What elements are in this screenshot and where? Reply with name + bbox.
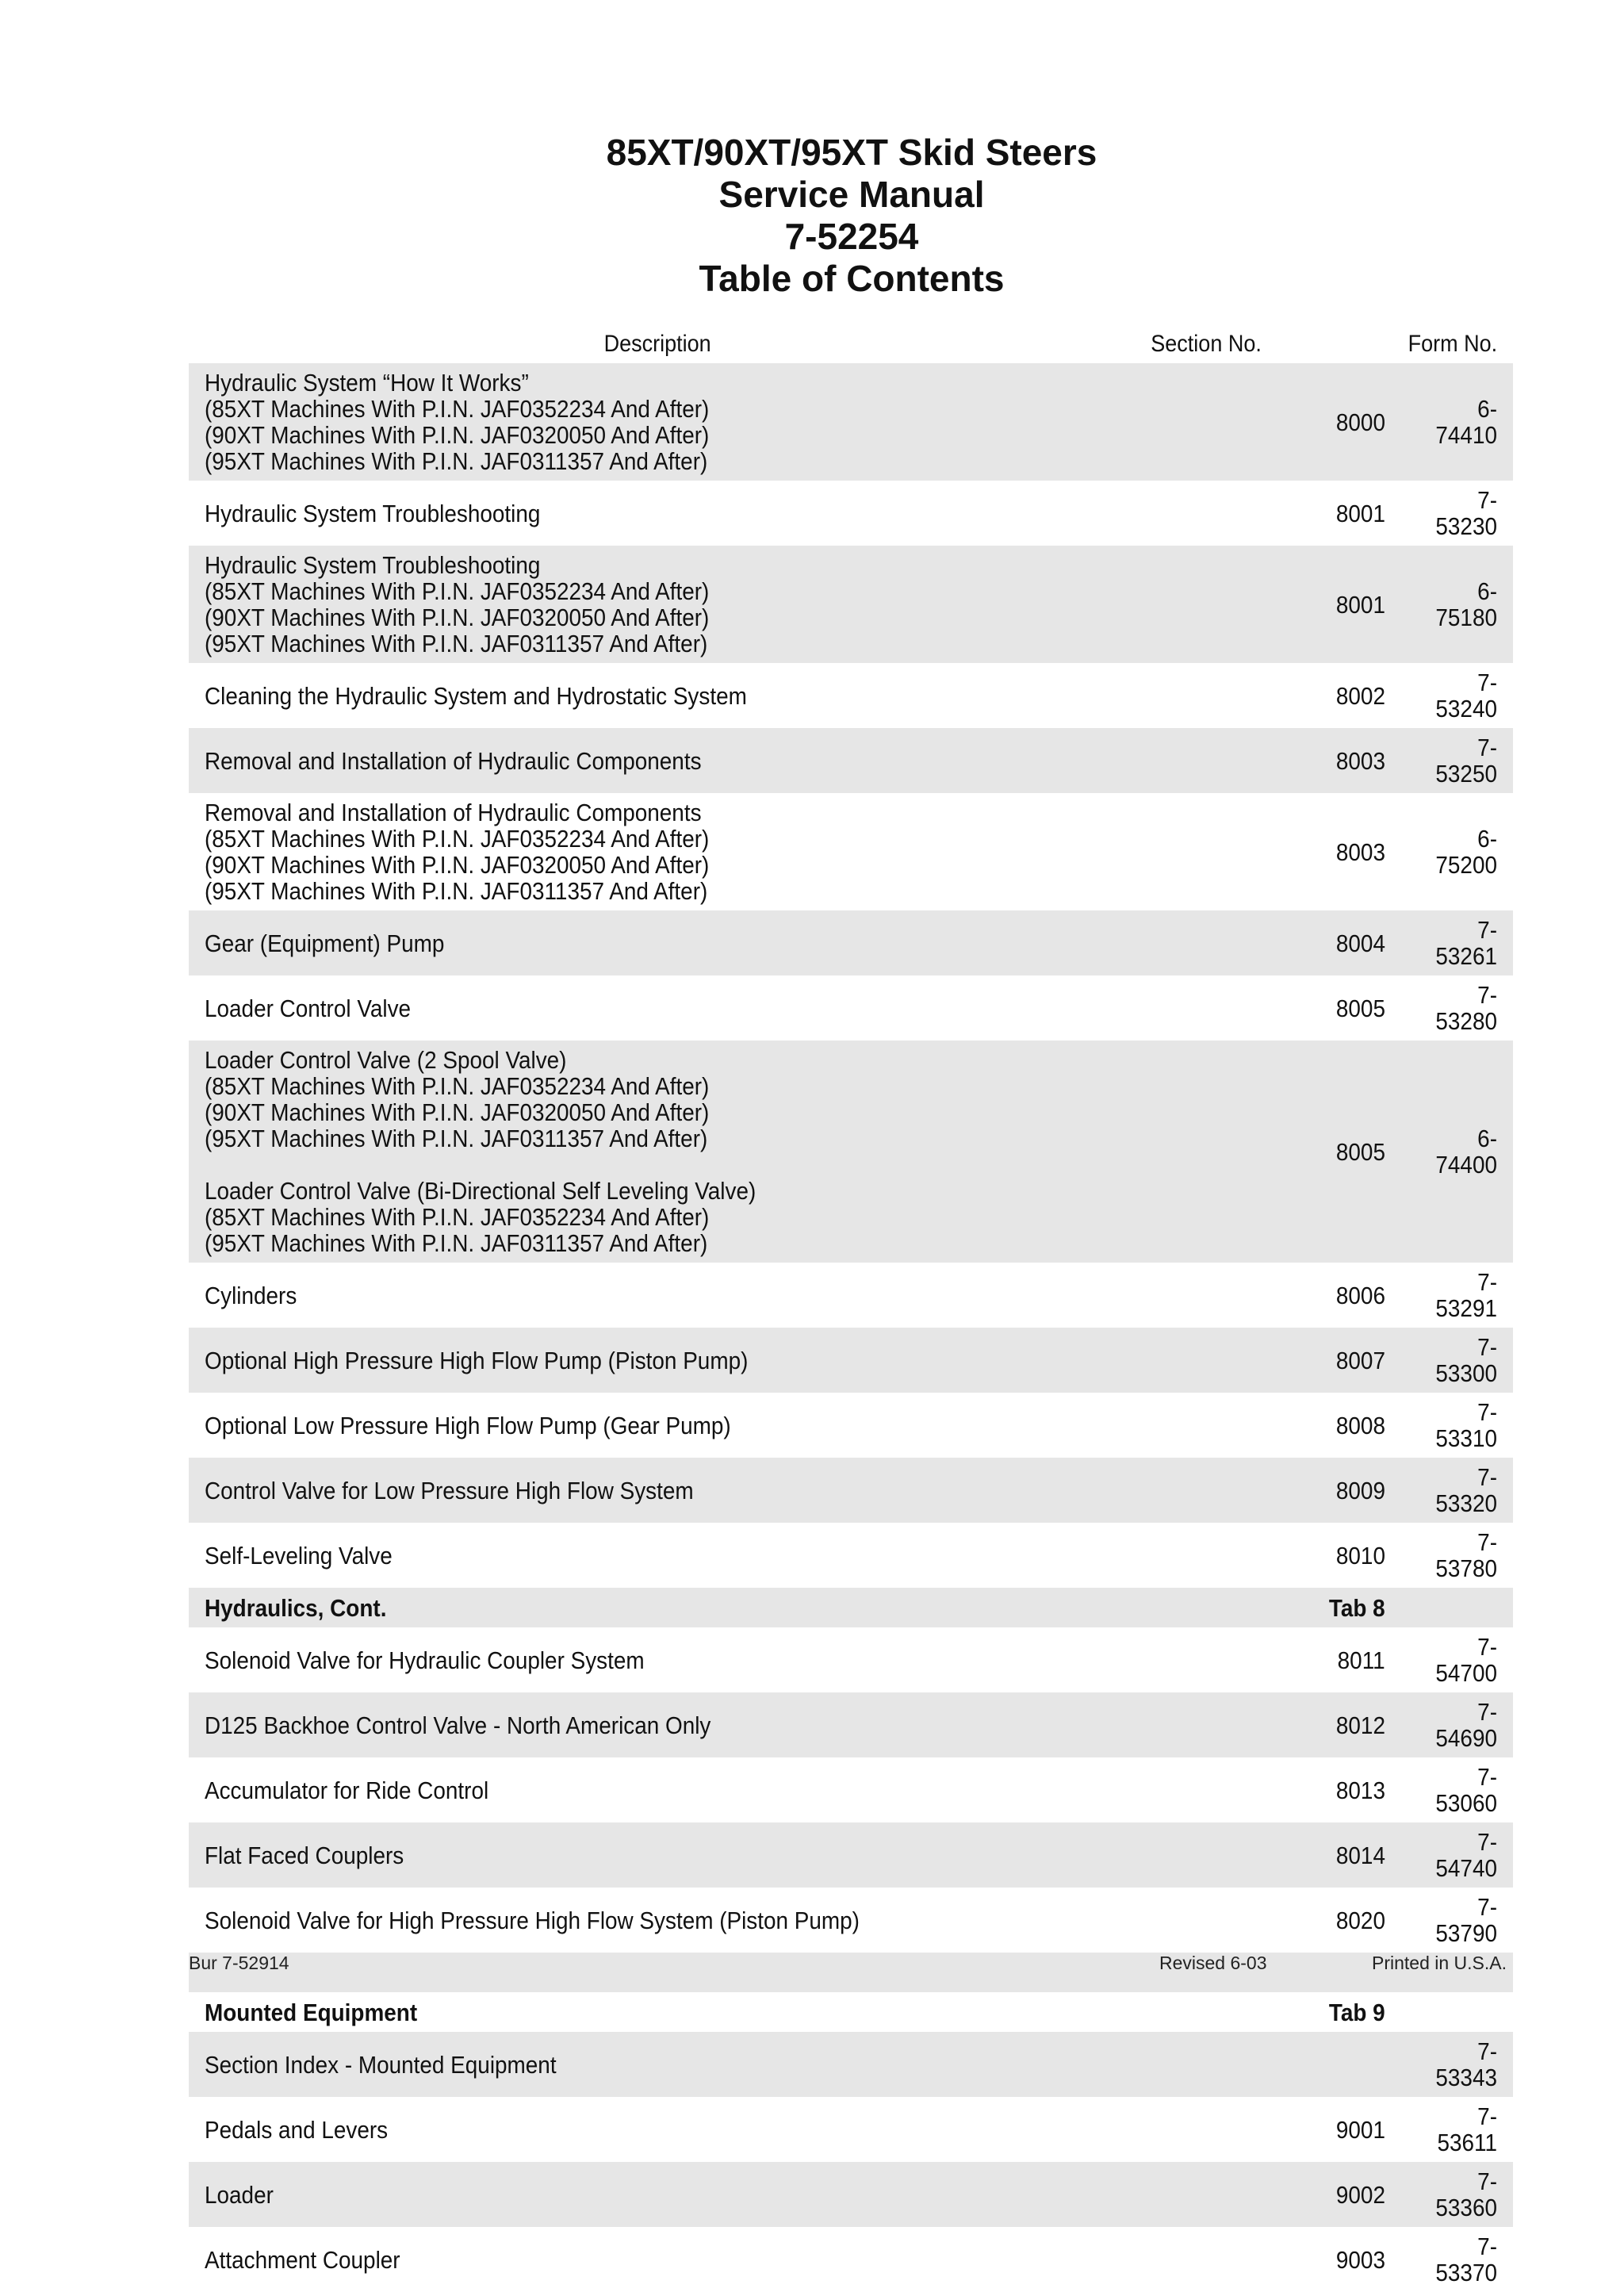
row-description-text: (90XT Machines With P.I.N. JAF0320050 And After) — [205, 421, 710, 449]
row-form-text: 6-74410 — [1435, 395, 1497, 449]
row-description-line — [205, 370, 1275, 396]
row-description-text: Hydraulic System “How It Works” — [205, 369, 529, 397]
row-section-no — [1232, 748, 1423, 774]
row-description-text: Accumulator for Ride Control — [205, 1776, 489, 1804]
row-section-no — [1232, 2052, 1423, 2078]
row-description-line — [205, 799, 1275, 826]
row-description — [189, 1999, 1275, 2026]
row-form-no — [1423, 1125, 1513, 1178]
row-section-text: 9003 — [1335, 2245, 1385, 2274]
footer-printed: Printed in U.S.A. — [1372, 1953, 1507, 1973]
row-description-line — [205, 995, 1275, 1021]
table-row — [189, 1992, 1513, 2032]
row-form-no — [1423, 2168, 1513, 2221]
row-description-text: Mounted Equipment — [205, 1998, 418, 2026]
title-block — [0, 132, 1624, 300]
row-description-line — [205, 396, 1275, 422]
row-description — [189, 500, 1275, 527]
row-description-line — [205, 1999, 1275, 2026]
row-section-text: 8014 — [1335, 1841, 1385, 1869]
row-form-no — [1423, 1999, 1513, 2026]
table-row — [189, 546, 1513, 663]
row-form-no — [1423, 669, 1513, 722]
row-form-no — [1423, 2038, 1513, 2091]
row-form-text: 7-53060 — [1435, 1763, 1497, 1817]
row-description — [189, 1047, 1275, 1256]
row-description-line — [205, 552, 1275, 578]
row-description-text: (90XT Machines With P.I.N. JAF0320050 And After) — [205, 1098, 710, 1126]
row-form-text: 7-53343 — [1435, 2037, 1497, 2091]
row-form-text: 7-53780 — [1435, 1528, 1497, 1582]
row-description-line — [205, 1099, 1275, 1125]
row-description-text: Solenoid Valve for High Pressure High Flow System (Piston Pump) — [205, 1906, 860, 1934]
row-form-no — [1423, 2233, 1513, 2286]
row-form-text: 7-53250 — [1435, 734, 1497, 788]
row-form-text: 7-53360 — [1435, 2167, 1497, 2221]
row-form-no — [1423, 1269, 1513, 1321]
row-section-no — [1232, 839, 1423, 865]
table-row — [189, 793, 1513, 910]
row-section-no — [1232, 1999, 1423, 2026]
row-description-text: Solenoid Valve for Hydraulic Coupler System — [205, 1646, 645, 1674]
table-row — [189, 1757, 1513, 1822]
row-section-text: Tab 8 — [1329, 1593, 1385, 1622]
row-description-text: Control Valve for Low Pressure High Flow System — [205, 1476, 694, 1504]
row-section-no — [1232, 1777, 1423, 1803]
header-section-no: Section No. — [1151, 331, 1262, 357]
table-row — [189, 1041, 1513, 1263]
row-form-text: 6-75180 — [1435, 577, 1497, 631]
row-section-no — [1232, 1478, 1423, 1504]
row-description-text: Flat Faced Couplers — [205, 1841, 404, 1869]
row-description-text: (85XT Machines With P.I.N. JAF0352234 And After) — [205, 395, 710, 423]
row-description-line — [205, 2247, 1275, 2273]
row-form-text: 7-53320 — [1435, 1463, 1497, 1517]
row-description-text: Optional Low Pressure High Flow Pump (Gear Pump) — [205, 1411, 731, 1439]
row-description-text: Loader Control Valve (Bi-Directional Self Leveling Valve) — [205, 1177, 756, 1205]
row-description-line — [205, 1712, 1275, 1738]
row-section-no — [1232, 1543, 1423, 1569]
row-description-line — [205, 1647, 1275, 1673]
row-form-no — [1423, 1399, 1513, 1451]
row-description-line — [205, 748, 1275, 774]
row-description-text: (95XT Machines With P.I.N. JAF0311357 And After) — [205, 1229, 708, 1257]
row-section-text: 8009 — [1335, 1476, 1385, 1504]
table-row — [189, 1588, 1513, 1627]
footer-revision: Revised 6-03 — [1159, 1953, 1267, 1973]
row-form-no — [1423, 826, 1513, 878]
row-description-line — [205, 1595, 1275, 1621]
row-description-text: Cylinders — [205, 1281, 297, 1309]
row-section-text: 8005 — [1335, 1137, 1385, 1166]
table-header — [189, 325, 1513, 363]
row-description-text: Hydraulic System Troubleshooting — [205, 499, 541, 527]
row-section-no — [1232, 1347, 1423, 1374]
row-description-line — [205, 1204, 1275, 1230]
header-form-no: Form No. — [1408, 331, 1498, 357]
row-description-line — [205, 1073, 1275, 1099]
table-row — [189, 1953, 1513, 1992]
table-of-contents — [189, 325, 1513, 2292]
row-form-no — [1423, 734, 1513, 787]
table-row — [189, 481, 1513, 546]
row-description-text: (85XT Machines With P.I.N. JAF0352234 And After) — [205, 825, 710, 853]
table-row — [189, 1627, 1513, 1692]
row-description — [189, 2182, 1275, 2208]
table-row — [189, 1523, 1513, 1588]
row-section-no — [1232, 592, 1423, 618]
row-form-text: 7-53280 — [1435, 981, 1497, 1035]
table-row — [189, 1822, 1513, 1888]
row-section-text: 8001 — [1335, 499, 1385, 527]
row-description-line — [205, 448, 1275, 474]
row-form-no — [1423, 1464, 1513, 1516]
row-description-line — [205, 422, 1275, 448]
row-description-line — [205, 1230, 1275, 1256]
row-description-line — [205, 1478, 1275, 1504]
row-section-no — [1232, 2247, 1423, 2273]
row-section-text: 8011 — [1337, 1646, 1385, 1674]
row-description — [189, 748, 1275, 774]
row-section-text: 8001 — [1335, 590, 1385, 619]
table-row — [189, 728, 1513, 793]
row-description-text: (95XT Machines With P.I.N. JAF0311357 And After) — [205, 630, 708, 657]
row-description-text: (95XT Machines With P.I.N. JAF0311357 And After) — [205, 447, 708, 475]
row-form-no — [1423, 1894, 1513, 1946]
row-section-no — [1232, 2117, 1423, 2143]
row-description-line — [205, 1777, 1275, 1803]
table-row — [189, 363, 1513, 481]
row-description-text: Pedals and Levers — [205, 2115, 389, 2144]
row-description-text: Self-Leveling Valve — [205, 1541, 393, 1570]
row-description — [189, 1647, 1275, 1673]
row-description-gap — [205, 1960, 1275, 1986]
row-section-no — [1232, 1595, 1423, 1621]
row-section-text: 8008 — [1335, 1411, 1385, 1439]
table-row — [189, 910, 1513, 975]
row-description-line — [205, 930, 1275, 956]
table-row — [189, 1458, 1513, 1523]
row-form-text: 6-74400 — [1435, 1125, 1497, 1179]
table-row — [189, 2162, 1513, 2227]
row-form-no — [1423, 1634, 1513, 1686]
row-form-no — [1423, 578, 1513, 630]
row-description-line — [205, 630, 1275, 657]
table-row — [189, 663, 1513, 728]
row-description-text: (85XT Machines With P.I.N. JAF0352234 And After) — [205, 1203, 710, 1231]
row-description-line — [205, 878, 1275, 904]
row-description-text: (90XT Machines With P.I.N. JAF0320050 And After) — [205, 604, 710, 631]
row-section-text: Tab 9 — [1329, 1998, 1385, 2026]
row-description-text: (95XT Machines With P.I.N. JAF0311357 And After) — [205, 877, 708, 905]
row-form-text: 7-53300 — [1435, 1333, 1497, 1387]
row-description — [189, 552, 1275, 657]
row-description-text: (85XT Machines With P.I.N. JAF0352234 And After) — [205, 1072, 710, 1100]
row-section-no — [1232, 995, 1423, 1021]
table-row — [189, 1393, 1513, 1458]
row-description-line — [205, 1047, 1275, 1073]
row-description-line — [205, 1282, 1275, 1309]
row-section-text: 8003 — [1335, 746, 1385, 775]
row-description-line — [205, 500, 1275, 527]
row-description-gap — [205, 1152, 1275, 1178]
row-description — [189, 370, 1275, 474]
header-description: Description — [603, 331, 711, 357]
row-description — [189, 2052, 1275, 2078]
row-description-line — [205, 826, 1275, 852]
row-description — [189, 1712, 1275, 1738]
row-description — [189, 930, 1275, 956]
row-form-text: 7-53310 — [1435, 1398, 1497, 1452]
row-description — [189, 1543, 1275, 1569]
row-form-no — [1423, 1529, 1513, 1581]
row-description-text: (95XT Machines With P.I.N. JAF0311357 And After) — [205, 1125, 708, 1152]
row-form-no — [1423, 1595, 1513, 1621]
row-description — [189, 1412, 1275, 1439]
row-form-text: 7-54740 — [1435, 1828, 1497, 1882]
row-form-text: 7-54690 — [1435, 1698, 1497, 1752]
row-description — [189, 1595, 1275, 1621]
row-description-line — [205, 1347, 1275, 1374]
row-form-text: 7-53240 — [1435, 669, 1497, 722]
row-description — [189, 2247, 1275, 2273]
row-section-text: 8012 — [1335, 1711, 1385, 1739]
row-description-text: Loader Control Valve (2 Spool Valve) — [205, 1046, 567, 1074]
row-description-text: Cleaning the Hydraulic System and Hydrostatic System — [205, 681, 747, 710]
row-section-no — [1232, 930, 1423, 956]
row-section-text: 9001 — [1335, 2115, 1385, 2144]
row-form-text: 7-54700 — [1435, 1633, 1497, 1687]
row-description-text: Optional High Pressure High Flow Pump (Piston Pump) — [205, 1346, 749, 1374]
row-description — [189, 1907, 1275, 1934]
row-section-no — [1232, 1412, 1423, 1439]
page-title-line-4: Table of Contents — [699, 258, 1005, 299]
row-form-no — [1423, 396, 1513, 448]
row-section-text: 8007 — [1335, 1346, 1385, 1374]
row-description — [189, 2117, 1275, 2143]
row-description-line — [205, 852, 1275, 878]
row-form-no — [1423, 1334, 1513, 1386]
row-form-no — [1423, 917, 1513, 969]
row-form-text: 7-53611 — [1437, 2102, 1497, 2156]
row-form-no — [1423, 1699, 1513, 1751]
table-row — [189, 1692, 1513, 1757]
row-description-text: Loader Control Valve — [205, 994, 412, 1022]
row-description-line — [205, 2117, 1275, 2143]
page-title-line-1: 85XT/90XT/95XT Skid Steers — [606, 132, 1097, 173]
row-description-line — [205, 2052, 1275, 2078]
row-description-line — [205, 1125, 1275, 1152]
row-description — [189, 1960, 1275, 1986]
row-form-text: 7-53370 — [1435, 2233, 1497, 2286]
table-row — [189, 2097, 1513, 2162]
row-description-line — [205, 2182, 1275, 2208]
row-description-line — [205, 1178, 1275, 1204]
row-description-text: (85XT Machines With P.I.N. JAF0352234 And After) — [205, 577, 710, 605]
row-description-line — [205, 1907, 1275, 1934]
row-section-text: 8006 — [1335, 1281, 1385, 1309]
row-description-line — [205, 1842, 1275, 1868]
table-row — [189, 1888, 1513, 1953]
row-description — [189, 995, 1275, 1021]
row-description-text: Section Index - Mounted Equipment — [205, 2050, 557, 2079]
table-row — [189, 2227, 1513, 2292]
row-section-no — [1232, 2182, 1423, 2208]
row-form-text: 7-53291 — [1435, 1268, 1497, 1322]
row-description-line — [205, 604, 1275, 630]
table-row — [189, 975, 1513, 1041]
row-section-no — [1232, 1282, 1423, 1309]
page-title-line-3: 7-52254 — [784, 216, 919, 257]
row-description-text: Gear (Equipment) Pump — [205, 929, 445, 957]
table-row — [189, 1263, 1513, 1328]
row-section-text: 8000 — [1335, 408, 1385, 436]
row-form-text: 7-53790 — [1435, 1893, 1497, 1947]
row-description-text: Attachment Coupler — [205, 2245, 400, 2274]
row-section-no — [1232, 409, 1423, 435]
row-form-no — [1423, 487, 1513, 539]
row-description-text: Loader — [205, 2180, 274, 2209]
row-section-no — [1232, 1842, 1423, 1868]
row-description-text: Removal and Installation of Hydraulic Components — [205, 799, 702, 826]
row-description-text: Hydraulics, Cont. — [205, 1593, 387, 1622]
row-section-no — [1232, 500, 1423, 527]
row-section-no — [1232, 1647, 1423, 1673]
row-description — [189, 1777, 1275, 1803]
row-section-text: 8010 — [1335, 1541, 1385, 1570]
row-description-line — [205, 578, 1275, 604]
row-description-line — [205, 1412, 1275, 1439]
row-description — [189, 1282, 1275, 1309]
row-description-text: Hydraulic System Troubleshooting — [205, 551, 541, 579]
row-section-no — [1232, 1712, 1423, 1738]
row-section-text: 8002 — [1335, 681, 1385, 710]
row-description-line — [205, 1543, 1275, 1569]
row-description — [189, 1478, 1275, 1504]
row-description-text: Removal and Installation of Hydraulic Components — [205, 746, 702, 775]
row-description-text: D125 Backhoe Control Valve - North American Only — [205, 1711, 711, 1739]
row-form-no — [1423, 1764, 1513, 1816]
row-section-text: 8020 — [1335, 1906, 1385, 1934]
row-description — [189, 683, 1275, 709]
row-description-line — [205, 683, 1275, 709]
row-form-text: 6-75200 — [1435, 825, 1497, 879]
row-form-no — [1423, 2103, 1513, 2156]
row-description — [189, 1347, 1275, 1374]
row-form-text: 7-53261 — [1435, 916, 1497, 970]
row-section-text: 9002 — [1335, 2180, 1385, 2209]
table-body — [189, 363, 1513, 2292]
row-form-no — [1423, 1829, 1513, 1881]
row-section-text: 8013 — [1335, 1776, 1385, 1804]
row-section-text: 8005 — [1335, 994, 1385, 1022]
table-row — [189, 1328, 1513, 1393]
row-description-text: (90XT Machines With P.I.N. JAF0320050 And After) — [205, 851, 710, 879]
row-section-text: 8003 — [1335, 837, 1385, 866]
footer-document-code: Bur 7-52914 — [189, 1953, 289, 1973]
row-description — [189, 1842, 1275, 1868]
row-section-no — [1232, 1907, 1423, 1934]
row-section-no — [1232, 683, 1423, 709]
row-section-text: 8004 — [1335, 929, 1385, 957]
row-description — [189, 799, 1275, 904]
table-row — [189, 2032, 1513, 2097]
row-form-text: 7-53230 — [1435, 486, 1497, 540]
row-form-no — [1423, 982, 1513, 1034]
page-title-line-2: Service Manual — [718, 174, 985, 215]
row-section-no — [1232, 1139, 1423, 1165]
